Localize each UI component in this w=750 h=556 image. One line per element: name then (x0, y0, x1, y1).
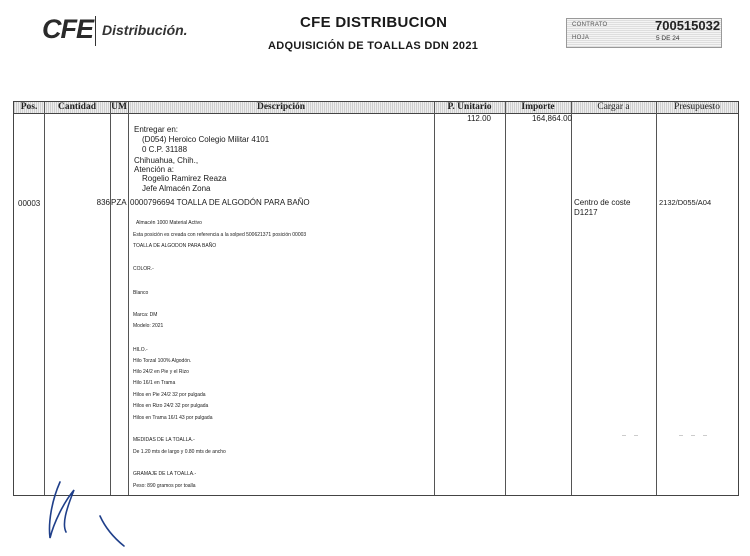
detail-line: HILO.- (133, 347, 148, 353)
attention-name: Rogelio Ramirez Reaza (142, 174, 227, 183)
quantity: 836 (96, 198, 110, 207)
unit-of-measure: PZA (111, 198, 127, 207)
scan-mark (703, 435, 707, 436)
detail-line: Hilos en Pie 24/2 32 por pulgada (133, 392, 206, 398)
detail-line: Almacén 1000 Material Activo (136, 220, 202, 226)
scan-mark (679, 435, 683, 436)
delivery-label: Entregar en: (134, 125, 179, 134)
delivery-city: Chihuahua, Chih., (134, 156, 199, 165)
cost-center-code: D1217 (574, 208, 598, 217)
scan-mark (691, 435, 695, 436)
detail-line: TOALLA DE ALGODON PARA BAÑO (133, 243, 217, 249)
document-subtitle: ADQUISICIÓN DE TOALLAS DDN 2021 (268, 40, 479, 52)
column-header-um: UM (111, 102, 127, 112)
column-divider (128, 102, 129, 495)
attention-position: Jefe Almacén Zona (142, 184, 211, 193)
column-divider (505, 102, 506, 495)
detail-line: Blanco (133, 290, 149, 296)
detail-line: Peso: 890 gramos por toalla (133, 483, 196, 489)
cost-center-label: Centro de coste (574, 198, 631, 207)
sheet-number: 5 DE 24 (656, 35, 680, 42)
column-header-descripcion: Descripción (256, 102, 306, 112)
detail-line: MEDIDAS DE LA TOALLA.- (133, 437, 195, 443)
hoja-label: HOJA (572, 35, 590, 41)
column-header-presupuesto: Presupuesto (674, 102, 720, 112)
column-header-cantidad: Cantidad (57, 102, 96, 112)
contrato-label: CONTRATO (572, 22, 608, 28)
purchase-order-table (13, 101, 739, 496)
handwritten-signature (30, 472, 140, 552)
logo-divider (95, 16, 96, 46)
unit-price: 112.00 (467, 114, 491, 123)
column-header-p-unitario: P. Unitario (447, 102, 492, 112)
column-header-pos: Pos. (20, 102, 38, 112)
amount: 164,864.00 (531, 114, 572, 123)
column-header-importe: Importe (521, 102, 555, 112)
column-divider (571, 102, 572, 495)
detail-line: Modelo: 2021 (133, 323, 164, 329)
column-divider (656, 102, 657, 495)
delivery-location: (D054) Heroico Colegio Militar 4101 (142, 135, 270, 144)
column-divider (110, 102, 111, 495)
item-description: 0000796694 TOALLA DE ALGODÓN PARA BAÑO (130, 198, 310, 207)
position-number: 00003 (18, 199, 41, 208)
detail-line: Esta posición es creada con referencia a la solped 500621371 posición 00003 (133, 232, 307, 238)
delivery-postal-code: 0 C.P. 31188 (142, 145, 188, 154)
detail-line: COLOR.- (133, 266, 154, 272)
logo-subtitle: Distribución. (102, 22, 188, 38)
column-divider (434, 102, 435, 495)
detail-line: Hilo Torzal 100% Algodón. (133, 358, 192, 364)
cfe-logo: CFE (42, 14, 93, 44)
detail-line: Hilos en Trama 16/1 43 por pulgada (133, 415, 213, 421)
detail-line: Marca: DM (133, 312, 158, 318)
budget-code: 2132/D055/A04 (659, 198, 712, 207)
scan-mark (622, 435, 626, 436)
column-header-cargar-a: Cargar a (597, 102, 630, 112)
document-title: CFE DISTRIBUCION (300, 14, 448, 31)
detail-line: De 1.20 mts de largo y 0.80 mts de ancho (133, 449, 226, 455)
attention-label: Atención a: (134, 165, 175, 174)
detail-line: Hilo 24/2 en Pie y el Rizo (133, 369, 189, 375)
detail-line: Hilo 16/1 en Trama (133, 380, 176, 386)
detail-line: GRAMAJE DE LA TOALLA.- (133, 471, 197, 477)
scan-mark (634, 435, 638, 436)
column-divider (44, 102, 45, 495)
detail-line: Hilos en Rizo 24/2 32 por pulgada (133, 403, 209, 409)
contract-number: 700515032 (655, 18, 721, 33)
